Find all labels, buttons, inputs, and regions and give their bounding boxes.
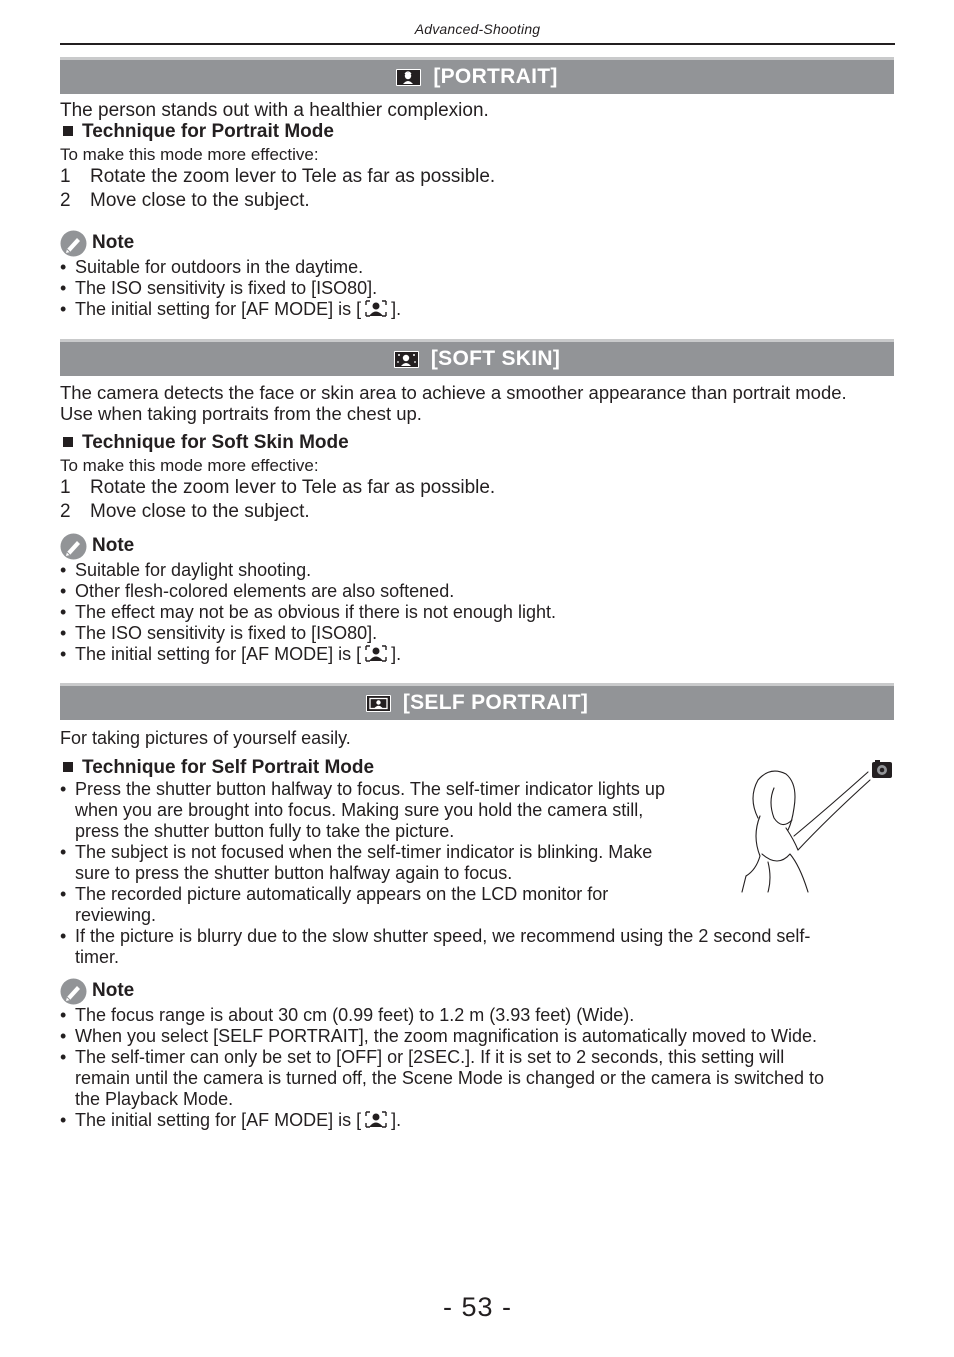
portrait-section-header [60, 57, 894, 94]
page-number: - 53 - [442, 1292, 513, 1322]
soft-skin-intro: Use when taking portraits from the chest up. [60, 403, 422, 424]
note-heading: Note [60, 977, 900, 1005]
technique-item: • The subject is not focused when the self-timer indicator is blinking. Make sure to press the shutter button halfway again to focus. [60, 842, 653, 883]
note-item: • Other flesh-colored elements are also softened. [60, 581, 455, 601]
camera-icon [872, 760, 892, 778]
running-head: Advanced-Shooting [414, 21, 541, 37]
face-detection-icon [365, 1111, 387, 1128]
soft-skin-technique-heading [60, 432, 900, 454]
note-heading: Note [60, 229, 900, 257]
technique-item: • The recorded picture automatically appears on the LCD monitor for reviewing. [60, 884, 609, 925]
note-heading: Note [60, 532, 900, 560]
portrait-section-title: [PORTRAIT] [433, 65, 558, 88]
note-item: • The initial setting for [AF MODE] is [ ]. [60, 1110, 402, 1130]
face-detection-icon [365, 300, 387, 317]
pencil-note-icon [60, 978, 87, 1005]
soft-skin-note [60, 532, 900, 665]
self-portrait-mode-icon [366, 695, 391, 712]
soft-skin-section-header [60, 339, 894, 376]
portrait-technique-heading [60, 121, 900, 143]
note-item: • Suitable for outdoors in the daytime. [60, 257, 364, 277]
note-item: • The initial setting for [AF MODE] is [ ]. [60, 644, 402, 664]
pencil-note-icon [60, 230, 87, 257]
portrait-step: 1 Rotate the zoom lever to Tele as far as possible. [60, 166, 496, 187]
square-bullet-icon [63, 762, 73, 772]
portrait-intro: The person stands out with a healthier complexion. [60, 100, 489, 121]
soft-skin-section-title: [SOFT SKIN] [430, 347, 561, 370]
self-portrait-note [60, 977, 900, 1131]
self-portrait-section-header [60, 683, 894, 720]
portrait-mode-icon [396, 69, 421, 86]
face-detection-icon [365, 645, 387, 662]
note-item: • Suitable for daylight shooting. [60, 560, 312, 580]
square-bullet-icon [63, 437, 73, 447]
note-item: • The focus range is about 30 cm (0.99 feet) to 1.2 m (3.93 feet) (Wide). [60, 1005, 635, 1025]
self-portrait-section-title: [SELF PORTRAIT] [402, 691, 589, 714]
portrait-technique-lead: To make this mode more effective: [60, 145, 319, 164]
soft-skin-body [60, 382, 900, 524]
soft-skin-step: 2 Move close to the subject. [60, 501, 310, 522]
technique-item: • Press the shutter button halfway to focus. The self-timer indicator lights up when you are brought into focus. Making sure you hold the camera still, press the shutter button fully to take the picture. [60, 779, 665, 841]
portrait-technique-title: Technique for Portrait Mode [82, 121, 334, 142]
pencil-note-icon [60, 533, 87, 560]
soft-skin-step: 1 Rotate the zoom lever to Tele as far as possible. [60, 477, 496, 498]
note-item: • The initial setting for [AF MODE] is [ ]. [60, 299, 402, 319]
header-rule [60, 43, 895, 45]
note-item: • When you select [SELF PORTRAIT], the zoom magnification is automatically moved to Wide. [60, 1026, 817, 1046]
self-portrait-technique-title: Technique for Self Portrait Mode [82, 757, 375, 778]
soft-skin-technique-title: Technique for Soft Skin Mode [82, 432, 349, 453]
portrait-note [60, 229, 900, 320]
portrait-step: 2 Move close to the subject. [60, 190, 310, 211]
soft-skin-mode-icon [394, 351, 419, 368]
note-item: • The ISO sensitivity is fixed to [ISO80]. [60, 623, 378, 643]
self-portrait-intro: For taking pictures of yourself easily. [60, 728, 351, 748]
technique-item: • If the picture is blurry due to the slow shutter speed, we recommend using the 2 second self- timer. [60, 926, 811, 967]
note-item: • The ISO sensitivity is fixed to [ISO80]. [60, 278, 378, 298]
note-item: • The self-timer can only be set to [OFF] or [2SEC.]. If it is set to 2 seconds, this setting will remain until the camera is turned off, the Scene Mode is changed or the camera is switched to the Playback Mode. [60, 1047, 825, 1109]
portrait-body [60, 100, 900, 213]
soft-skin-technique-lead: To make this mode more effective: [60, 456, 319, 475]
square-bullet-icon [63, 126, 73, 136]
note-item: • The effect may not be as obvious if there is not enough light. [60, 602, 556, 622]
soft-skin-intro: The camera detects the face or skin area to achieve a smoother appearance than portrait mode. [60, 382, 847, 403]
self-portrait-illustration [738, 758, 898, 893]
